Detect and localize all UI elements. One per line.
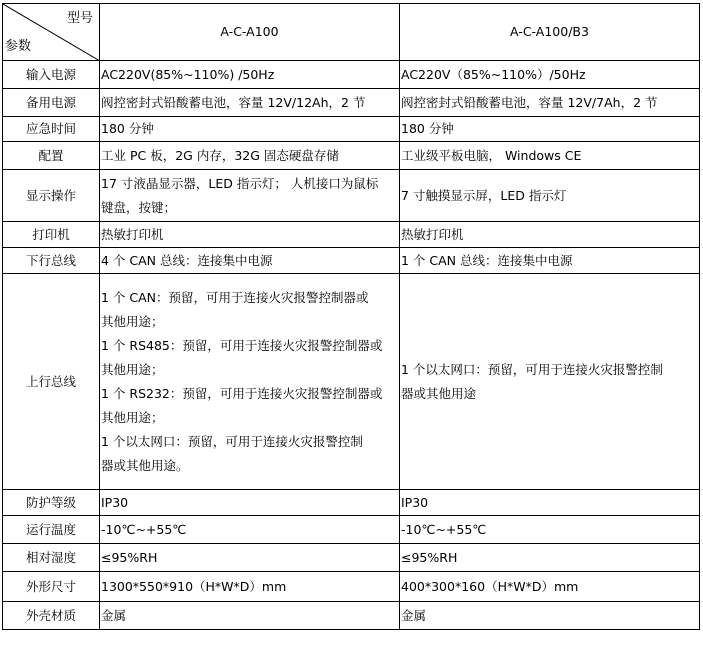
value-cell-b (400, 222, 700, 248)
value-cell-b (400, 248, 700, 274)
table-row (3, 516, 700, 544)
param-cell: 外壳材质 (3, 602, 100, 630)
cell-text-line: 1 个以太网口：预留，可用于连接火灾报警控制 (401, 361, 663, 377)
cell-text-line: 1 个 CAN：预留，可用于连接火灾报警控制器或 (101, 289, 369, 305)
value-cell-b (400, 572, 700, 602)
value-cell-a (100, 170, 400, 222)
param-cell: 输入电源 (3, 61, 100, 89)
table-row (3, 142, 700, 170)
cell-text-line: 阀控密封式铅酸蓄电池，容量 12V/12Ah，2 节 (101, 94, 366, 110)
table-row (3, 89, 700, 117)
table-row (3, 61, 700, 89)
param-cell: 上行总线 (3, 274, 100, 490)
cell-text-line: 1 个 CAN 总线：连接集中电源 (401, 252, 573, 268)
value-cell-b (400, 544, 700, 572)
value-cell-a (100, 248, 400, 274)
cell-text-line: 器或其他用途 (401, 385, 477, 401)
cell-text-line: 1 个以太网口：预留，可用于连接火灾报警控制 (101, 433, 363, 449)
param-cell: 运行温度 (3, 516, 100, 544)
cell-text-line: 1300*550*910（H*W*D）mm (101, 578, 287, 594)
param-cell: 防护等级 (3, 490, 100, 516)
cell-text-line: AC220V（85%~110%）/50Hz (401, 66, 586, 82)
cell-text-line: 7 寸触摸显示屏，LED 指示灯 (401, 187, 567, 203)
param-cell: 备用电源 (3, 89, 100, 117)
value-cell-a (100, 222, 400, 248)
cell-text-line: 其他用途； (101, 361, 164, 377)
value-cell-b (400, 117, 700, 142)
cell-text-line: 金属 (101, 607, 127, 623)
param-cell: 打印机 (3, 222, 100, 248)
spec-table (2, 3, 700, 630)
cell-text-line: IP30 (101, 494, 129, 510)
model-header-b: A-C-A100/B3 (400, 4, 700, 61)
value-cell-b (400, 602, 700, 630)
param-label: 参数 (5, 39, 32, 54)
table-row (3, 117, 700, 142)
param-cell: 下行总线 (3, 248, 100, 274)
table-row (3, 248, 700, 274)
param-cell: 外形尺寸 (3, 572, 100, 602)
value-cell-b (400, 89, 700, 117)
value-cell-a (100, 602, 400, 630)
value-cell-b (400, 516, 700, 544)
cell-text-line: -10℃~+55℃ (101, 521, 187, 537)
param-cell: 配置 (3, 142, 100, 170)
cell-text-line: 热敏打印机 (101, 226, 164, 242)
value-cell-a (100, 89, 400, 117)
cell-text-line: 工业级平板电脑， Windows CE (401, 147, 582, 163)
model-label: 型号 (66, 11, 93, 26)
header-row (3, 4, 700, 61)
value-cell-a (100, 274, 400, 490)
cell-text-line: 1 个 RS232：预留，可用于连接火灾报警控制器或 (101, 385, 383, 401)
value-cell-a (100, 490, 400, 516)
value-cell-a (100, 544, 400, 572)
table-row (3, 490, 700, 516)
cell-text-line: 400*300*160（H*W*D）mm (401, 578, 579, 594)
param-cell: 应急时间 (3, 117, 100, 142)
value-cell-b (400, 490, 700, 516)
cell-text-line: 热敏打印机 (401, 226, 464, 242)
param-cell: 显示操作 (3, 170, 100, 222)
value-cell-b (400, 142, 700, 170)
cell-text-line: ≤95%RH (401, 549, 458, 565)
table-row (3, 544, 700, 572)
table-row (3, 572, 700, 602)
diagonal-header-cell (3, 4, 100, 61)
param-cell: 相对湿度 (3, 544, 100, 572)
value-cell-b (400, 274, 700, 490)
cell-text-line: 180 分钟 (101, 121, 154, 136)
cell-text-line: ≤95%RH (101, 549, 158, 565)
model-header-a: A-C-A100 (100, 4, 400, 61)
cell-text-line: 4 个 CAN 总线：连接集中电源 (101, 252, 273, 268)
cell-text-line: 17 寸液晶显示器，LED 指示灯； 人机接口为鼠标 (101, 175, 379, 191)
table-row (3, 170, 700, 222)
cell-text-line: 其他用途； (101, 409, 164, 425)
cell-text-line: AC220V(85%~110%) /50Hz (101, 66, 275, 82)
cell-text-line: 阀控密封式铅酸蓄电池，容量 12V/7Ah，2 节 (401, 94, 658, 110)
cell-text-line: 工业 PC 板，2G 内存，32G 固态硬盘存储 (101, 147, 339, 163)
cell-text-line: -10℃~+55℃ (401, 521, 487, 537)
cell-text-line: 其他用途； (101, 313, 164, 329)
cell-text-line: 金属 (401, 607, 427, 623)
value-cell-a (100, 572, 400, 602)
cell-text-line: 1 个 RS485：预留，可用于连接火灾报警控制器或 (101, 337, 383, 353)
value-cell-b (400, 170, 700, 222)
table-row (3, 222, 700, 248)
value-cell-a (100, 516, 400, 544)
table-row (3, 602, 700, 630)
cell-text-line: 键盘，按键； (101, 199, 177, 215)
table-row (3, 274, 700, 490)
value-cell-a (100, 117, 400, 142)
cell-text-line: 180 分钟 (401, 121, 454, 136)
value-cell-b (400, 61, 700, 89)
value-cell-a (100, 142, 400, 170)
cell-text-line: 器或其他用途。 (101, 457, 189, 473)
value-cell-a (100, 61, 400, 89)
cell-text-line: IP30 (401, 494, 429, 510)
